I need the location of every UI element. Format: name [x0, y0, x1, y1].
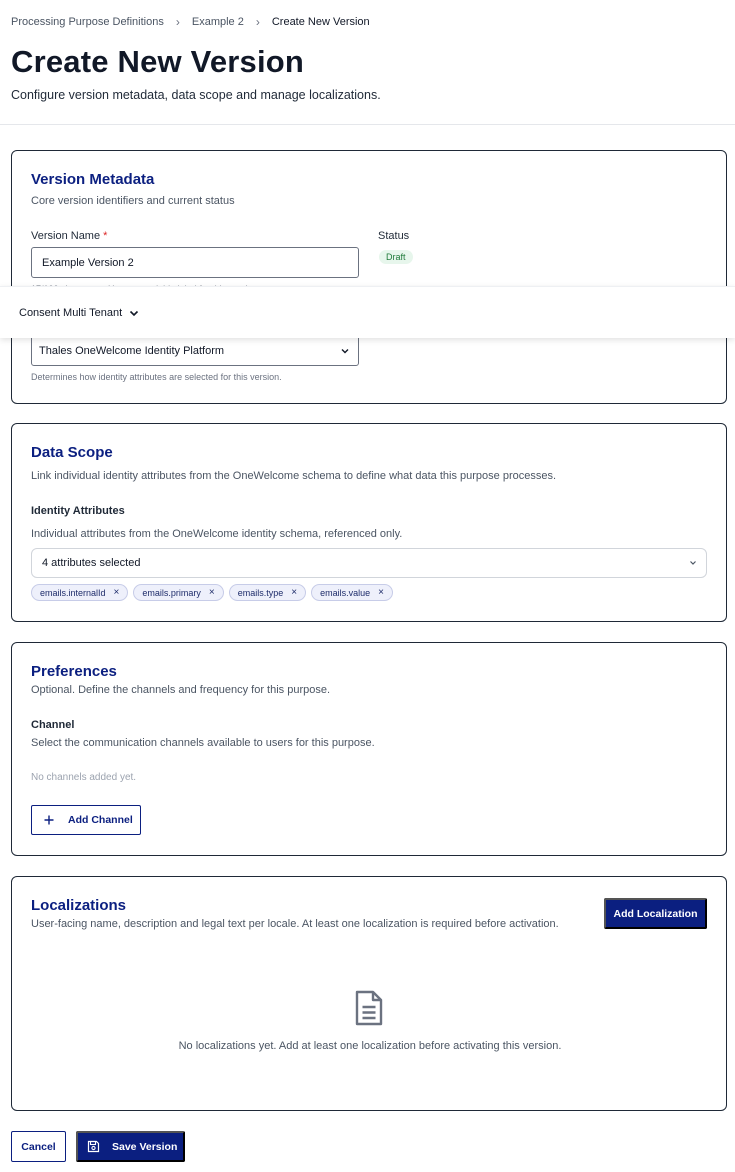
chevron-down-icon — [128, 307, 140, 319]
identity-attributes-description: Individual attributes from the OneWelcome identity schema, referenced only. — [31, 528, 403, 540]
breadcrumb-link-purposes[interactable]: Processing Purpose Definitions — [11, 16, 164, 28]
page-subtitle: Configure version metadata, data scope and manage localizations. — [11, 88, 381, 102]
data-scope-description: Link individual identity attributes from the OneWelcome schema to define what data this purpose processes. — [31, 470, 557, 482]
attribute-chip: emails.internalId × — [31, 584, 128, 601]
localizations-empty-text: No localizations yet. Add at least one localization before activating this version. — [178, 1040, 562, 1052]
page-title: Create New Version — [11, 44, 305, 79]
breadcrumb-current: Create New Version — [271, 16, 370, 28]
chevron-down-icon — [338, 344, 352, 358]
version-metadata-card — [11, 150, 727, 404]
document-icon — [354, 990, 384, 1026]
attributes-multiselect[interactable] — [31, 548, 707, 578]
attribute-chip: emails.value × — [311, 584, 393, 601]
attributes-summary: 4 attributes selected — [42, 557, 141, 569]
tenant-dropdown[interactable] — [19, 307, 140, 319]
cancel-button[interactable]: Cancel — [11, 1131, 66, 1162]
close-icon[interactable]: × — [113, 587, 120, 598]
attribute-chip: emails.primary × — [133, 584, 223, 601]
plus-icon — [43, 814, 55, 826]
data-scope-card — [11, 423, 727, 622]
add-localization-button[interactable]: Add Localization — [604, 898, 707, 929]
version-name-label: Version Name * — [31, 230, 108, 242]
preferences-card — [11, 642, 727, 856]
required-indicator: * — [103, 230, 108, 242]
save-icon — [87, 1140, 100, 1153]
localizations-card — [11, 876, 727, 1111]
version-name-value: Example Version 2 — [42, 256, 134, 269]
status-badge: Draft — [379, 250, 413, 264]
version-name-input[interactable] — [31, 247, 359, 278]
add-channel-button[interactable]: Add Channel — [31, 805, 141, 835]
preferences-description: Optional. Define the channels and frequency for this purpose. — [31, 684, 331, 696]
header-divider — [0, 124, 735, 125]
save-version-button[interactable]: Save Version — [76, 1131, 185, 1162]
localizations-description: User-facing name, description and legal text per locale. At least one localization is required before activation. — [31, 918, 559, 930]
breadcrumb-link-example[interactable]: Example 2 — [191, 16, 244, 28]
chevron-right-icon: › — [175, 15, 180, 29]
tenant-label: Consent Multi Tenant — [19, 306, 123, 319]
preferences-title: Preferences — [31, 663, 117, 680]
tenant-bar — [0, 286, 735, 338]
channel-description: Select the communication channels available to users for this purpose. — [31, 737, 375, 749]
identity-source-select[interactable] — [31, 335, 359, 366]
identity-source-helper: Determines how identity attributes are selected for this version. — [31, 372, 282, 382]
breadcrumb — [11, 15, 370, 29]
channel-heading: Channel — [31, 719, 75, 731]
version-metadata-title: Version Metadata — [31, 171, 155, 188]
version-metadata-description: Core version identifiers and current status — [31, 195, 235, 207]
status-label: Status — [378, 230, 410, 242]
close-icon[interactable]: × — [378, 587, 384, 598]
identity-source-value: Thales OneWelcome Identity Platform — [39, 344, 225, 357]
localizations-title: Localizations — [31, 897, 127, 914]
close-icon[interactable]: × — [291, 587, 298, 598]
attribute-chip: emails.type × — [229, 584, 306, 601]
close-icon[interactable]: × — [208, 587, 215, 598]
attribute-chip-list — [31, 584, 393, 601]
data-scope-title: Data Scope — [31, 444, 113, 461]
channels-empty-text: No channels added yet. — [31, 772, 137, 783]
identity-attributes-heading: Identity Attributes — [31, 505, 125, 517]
chevron-down-icon — [686, 556, 700, 570]
chevron-right-icon: › — [255, 15, 260, 29]
